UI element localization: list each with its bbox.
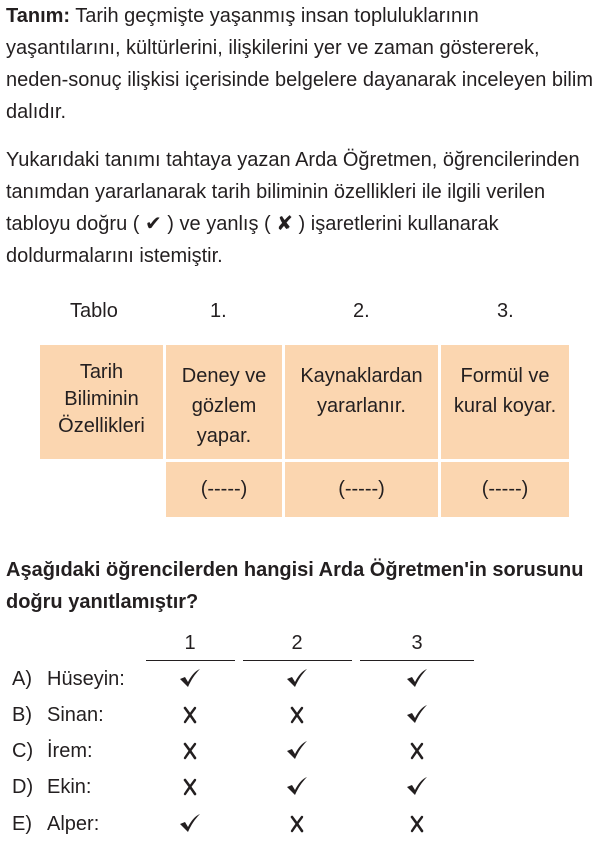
table-row-header-text: Tarih Biliminin Özellikleri	[58, 361, 145, 437]
check-icon	[397, 704, 437, 724]
table-blank-2: (-----)	[285, 462, 438, 517]
definition-label: Tanım:	[6, 5, 71, 27]
option-letter: C)	[12, 740, 34, 762]
option-row[interactable]	[0, 736, 603, 772]
check-icon	[277, 668, 317, 688]
check-icon	[170, 813, 210, 833]
answer-col-2-rule	[243, 660, 352, 661]
table-row-header	[40, 345, 163, 459]
answer-col-3-rule	[360, 660, 474, 661]
check-icon	[397, 668, 437, 688]
table-col-number-1: 1.	[210, 300, 227, 322]
check-icon	[277, 776, 317, 796]
cross-icon	[170, 742, 210, 760]
check-icon	[170, 668, 210, 688]
table-cell-2	[285, 345, 438, 459]
option-name: İrem:	[47, 740, 93, 762]
option-row[interactable]	[0, 772, 603, 808]
check-icon: ✔	[144, 213, 162, 235]
instruction-text-3: ) işaretlerini kullanarak doldurmalarını istemiştir.	[6, 213, 499, 267]
option-name: Hüseyin:	[47, 668, 125, 690]
table-col-number-2: 2.	[353, 300, 370, 322]
cross-icon	[277, 706, 317, 724]
option-name: Sinan:	[47, 704, 104, 726]
instruction-text-2: ) ve yanlış (	[161, 213, 277, 235]
definition-paragraph	[6, 0, 598, 128]
instruction-paragraph	[6, 144, 598, 272]
table-col-number-3: 3.	[497, 300, 514, 322]
option-name: Alper:	[47, 813, 100, 835]
check-icon	[397, 776, 437, 796]
table-cell-3	[441, 345, 569, 459]
option-row[interactable]	[0, 809, 603, 845]
cross-icon: ✘	[276, 213, 293, 235]
table-cell-1-text: Deney ve gözlem yapar.	[181, 365, 267, 447]
cross-icon	[277, 815, 317, 833]
cross-icon	[170, 706, 210, 724]
definition-text: Tarih geçmişte yaşanmış insan topluluklarının yaşantılarını, kültürlerini, ilişkilerini yer ve zaman göstererek, neden-sonuç ilişkisi içerisinde belgelere dayanarak inceleyen bilim dalıdır.	[6, 5, 593, 123]
table-blank-1: (-----)	[166, 462, 282, 517]
option-letter: E)	[12, 813, 32, 835]
table-cell-2-text: Kaynaklardan yararlanır.	[300, 365, 423, 417]
cross-icon	[170, 778, 210, 796]
cross-icon	[397, 742, 437, 760]
table-blank-3: (-----)	[441, 462, 569, 517]
answer-col-3: 3	[411, 632, 423, 654]
option-letter: A)	[12, 668, 32, 690]
instruction-text-1: Yukarıdaki tanımı tahtaya yazan Arda Öğretmen, öğrencilerinden tanımdan yararlanarak tarih biliminin özellikleri ile ilgili verilen tabloyu doğru (	[6, 149, 580, 235]
option-letter: B)	[12, 704, 32, 726]
table-title: Tablo	[70, 300, 118, 322]
answer-col-1: 1	[184, 632, 196, 654]
option-name: Ekin:	[47, 776, 92, 798]
option-letter: D)	[12, 776, 34, 798]
table-cell-1	[166, 345, 282, 459]
table-cell-3-text: Formül ve kural koyar.	[453, 365, 557, 417]
option-row[interactable]	[0, 700, 603, 736]
question-text: Aşağıdaki öğrencilerden hangisi Arda Öğretmen'in sorusunu doğru yanıtlamıştır?	[6, 559, 584, 613]
check-icon	[277, 740, 317, 760]
answer-col-2: 2	[291, 632, 303, 654]
option-row[interactable]	[0, 664, 603, 700]
cross-icon	[397, 815, 437, 833]
answer-col-1-rule	[146, 660, 235, 661]
